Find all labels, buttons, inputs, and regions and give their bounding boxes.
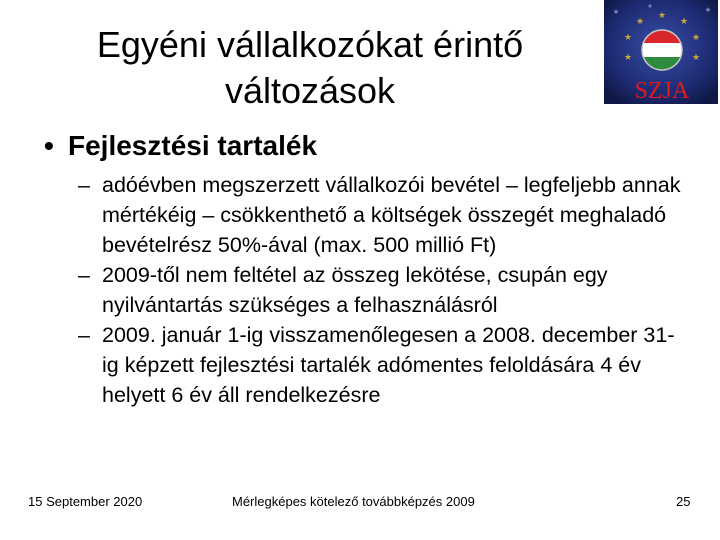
slide-title bbox=[80, 22, 540, 114]
sub-bullet-item bbox=[78, 260, 688, 320]
svg-text:★: ★ bbox=[623, 53, 633, 63]
svg-text:★: ★ bbox=[679, 17, 689, 27]
svg-text:★: ★ bbox=[612, 8, 620, 16]
szja-logo bbox=[604, 0, 718, 104]
svg-text:★: ★ bbox=[704, 6, 712, 14]
dash-icon: – bbox=[78, 173, 90, 197]
sub-bullet-text: 2009. január 1-ig visszamenőlegesen a 2008. december 31-ig képzett fejlesztési tartalék adómentes feloldására 4 év helyett 6 év áll rendelkezésre bbox=[102, 323, 675, 407]
footer-center-text: Mérlegképes kötelező továbbképzés 2009 bbox=[232, 494, 475, 509]
dash-icon: – bbox=[78, 263, 90, 287]
main-bullet bbox=[44, 130, 317, 162]
svg-text:★: ★ bbox=[657, 11, 667, 21]
svg-text:★: ★ bbox=[623, 33, 633, 43]
sub-bullet-item bbox=[78, 170, 688, 260]
sub-bullet-item bbox=[78, 320, 688, 410]
logo-text: SZJA bbox=[634, 78, 690, 104]
sub-bullet-list bbox=[78, 170, 688, 410]
svg-text:★: ★ bbox=[691, 53, 701, 63]
title-line-2: változások bbox=[224, 70, 396, 111]
footer-date: 15 September 2020 bbox=[28, 494, 143, 509]
svg-text:★: ★ bbox=[647, 3, 653, 10]
page-number: 25 bbox=[676, 494, 691, 509]
svg-text:★: ★ bbox=[691, 33, 701, 43]
dash-icon: – bbox=[78, 323, 90, 347]
title-line-1: Egyéni vállalkozókat érintő bbox=[96, 24, 524, 65]
svg-text:★: ★ bbox=[635, 17, 645, 27]
sub-bullet-text: adóévben megszerzett vállalkozói bevétel – legfeljebb annak mértékéig – csökkenthető a költségek összegét meghaladó bevételrész 50%-ával (max. 500 millió Ft) bbox=[102, 173, 681, 257]
main-bullet-text: Fejlesztési tartalék bbox=[68, 130, 318, 161]
bullet-dot-icon: • bbox=[44, 130, 54, 161]
sub-bullet-text: 2009-től nem feltétel az összeg lekötése, csupán egy nyilvántartás szükséges a felhasználásról bbox=[102, 263, 608, 317]
